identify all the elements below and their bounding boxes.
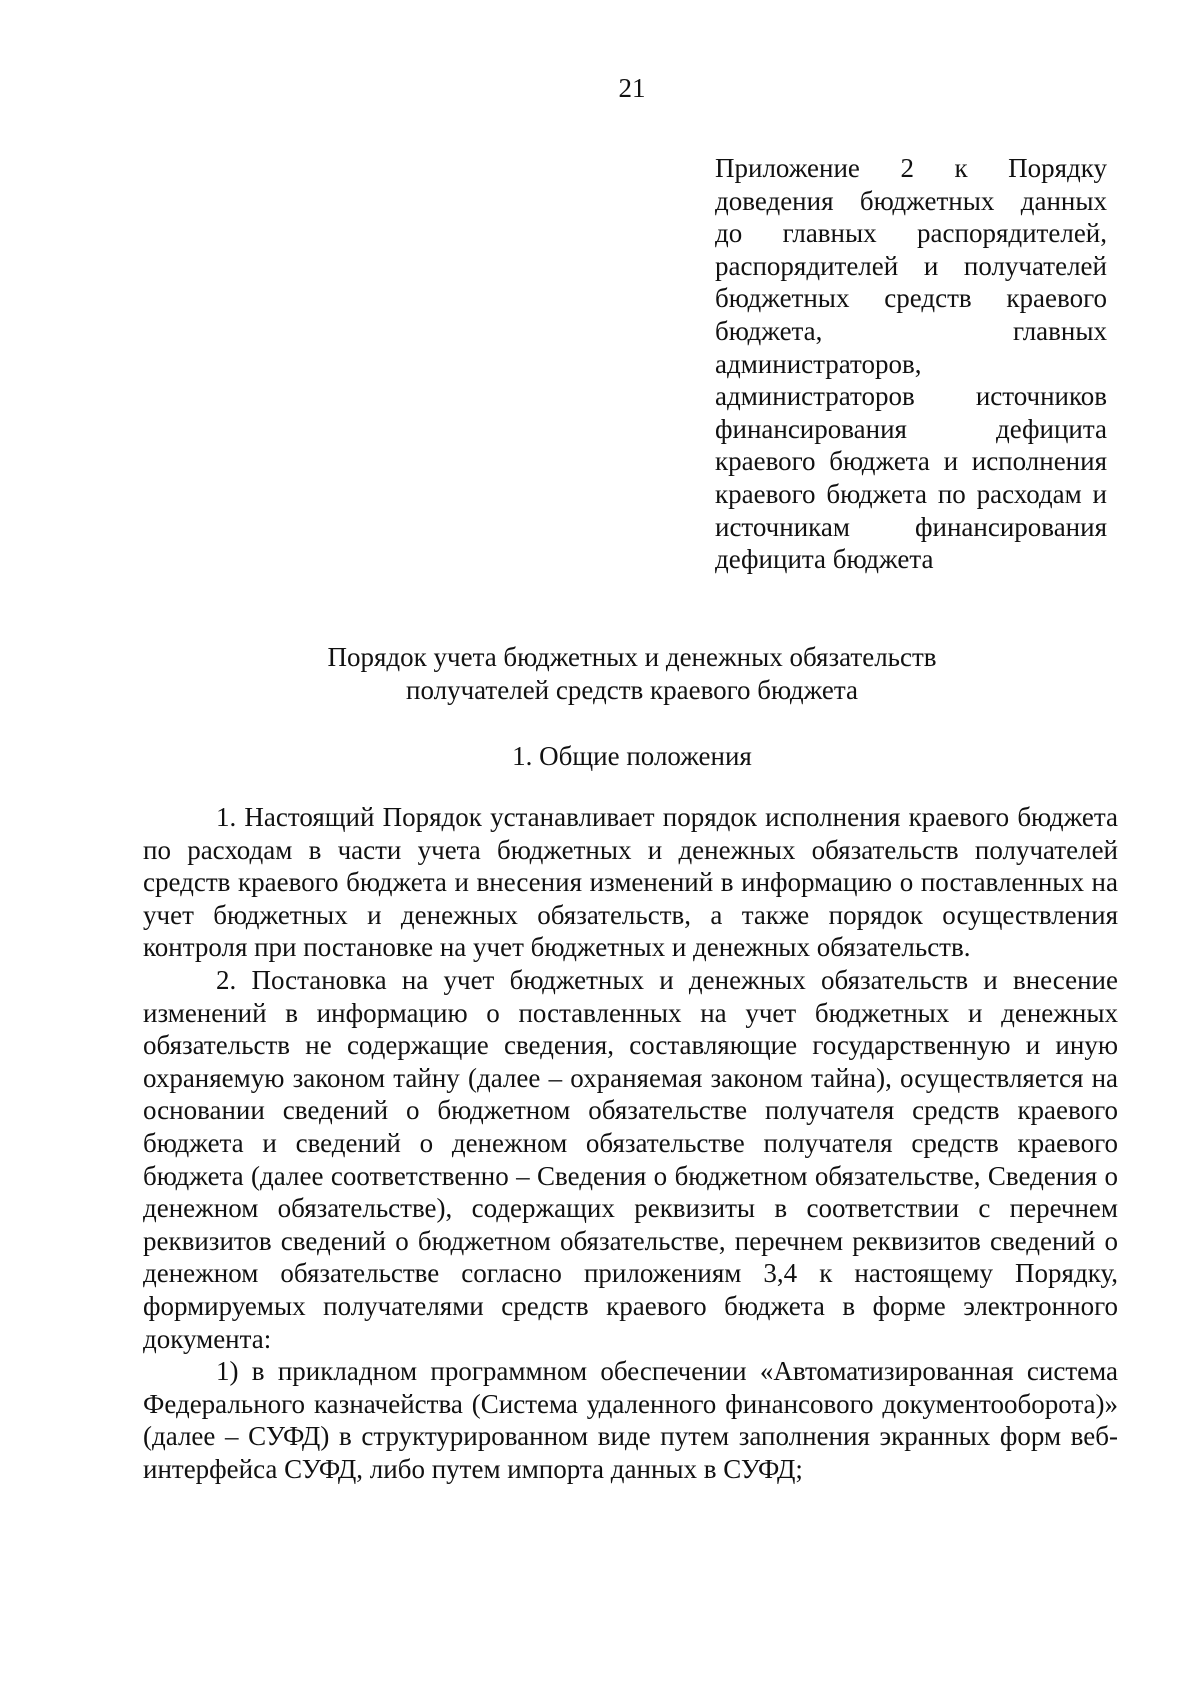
appendix-line: до главных распорядителей, xyxy=(715,218,1107,249)
document-body xyxy=(143,801,1118,1485)
appendix-line: краевого бюджета и исполнения xyxy=(715,446,1107,477)
appendix-line: краевого бюджета по расходам и xyxy=(715,478,1107,509)
appendix-line: бюджетных средств краевого xyxy=(715,283,1107,314)
document-title-line-2: получателей средств краевого бюджета xyxy=(406,675,858,705)
appendix-line: бюджета, главных xyxy=(715,315,1107,346)
appendix-line: Приложение 2 к Порядку xyxy=(715,153,1107,183)
appendix-line: распорядителей и получателей xyxy=(715,250,1107,281)
document-title-line-1: Порядок учета бюджетных и денежных обязательств xyxy=(327,642,937,672)
appendix-line: администраторов, xyxy=(715,348,922,379)
paragraph-2: 2. Постановка на учет бюджетных и денежных обязательств и внесение изменений в информацию о поставленных на учет бюджетных и денежных обязательств не содержащие сведения, составляющие государственную и иную охраняемую законом тайну (далее – охраняемая законом тайна), осуществляется на основании сведений о бюджетном обязательстве получателя средств краевого бюджета и сведений о денежном обязательстве получателя средств краевого бюджета (далее соответственно – Сведения о бюджетном обязательстве, Сведения о денежном обязательстве), содержащих реквизиты в соответствии с перечнем реквизитов сведений о бюджетном обязательстве, перечнем реквизитов сведений о денежном обязательстве согласно приложениям 3,4 к настоящему Порядку, формируемых получателями средств краевого бюджета в форме электронного документа: xyxy=(143,964,1118,1354)
appendix-reference xyxy=(715,152,1107,576)
document-title xyxy=(0,641,1200,707)
page-number: 21 xyxy=(618,73,646,103)
appendix-line: источникам финансирования xyxy=(715,511,1107,542)
paragraph-2-item-1: 1) в прикладном программном обеспечении «Автоматизированная система Федерального казначейства (Система удаленного финансового документооборота)» (далее – СУФД) в структурированном виде путем заполнения экранных форм веб-интерфейса СУФД, либо путем импорта данных в СУФД; xyxy=(143,1356,1118,1484)
section-heading: 1. Общие положения xyxy=(512,741,752,771)
appendix-line: доведения бюджетных данных xyxy=(715,185,1107,216)
paragraph-1: 1. Настоящий Порядок устанавливает порядок исполнения краевого бюджета по расходам в части учета бюджетных и денежных обязательств получателей средств краевого бюджета и внесения изменений в информацию о поставленных на учет бюджетных и денежных обязательств, а также порядок осуществления контроля при постановке на учет бюджетных и денежных обязательств. xyxy=(143,802,1118,963)
appendix-line: администраторов источников xyxy=(715,381,1107,412)
appendix-line: дефицита бюджета xyxy=(715,544,934,575)
appendix-line: финансирования дефицита xyxy=(715,413,1107,444)
